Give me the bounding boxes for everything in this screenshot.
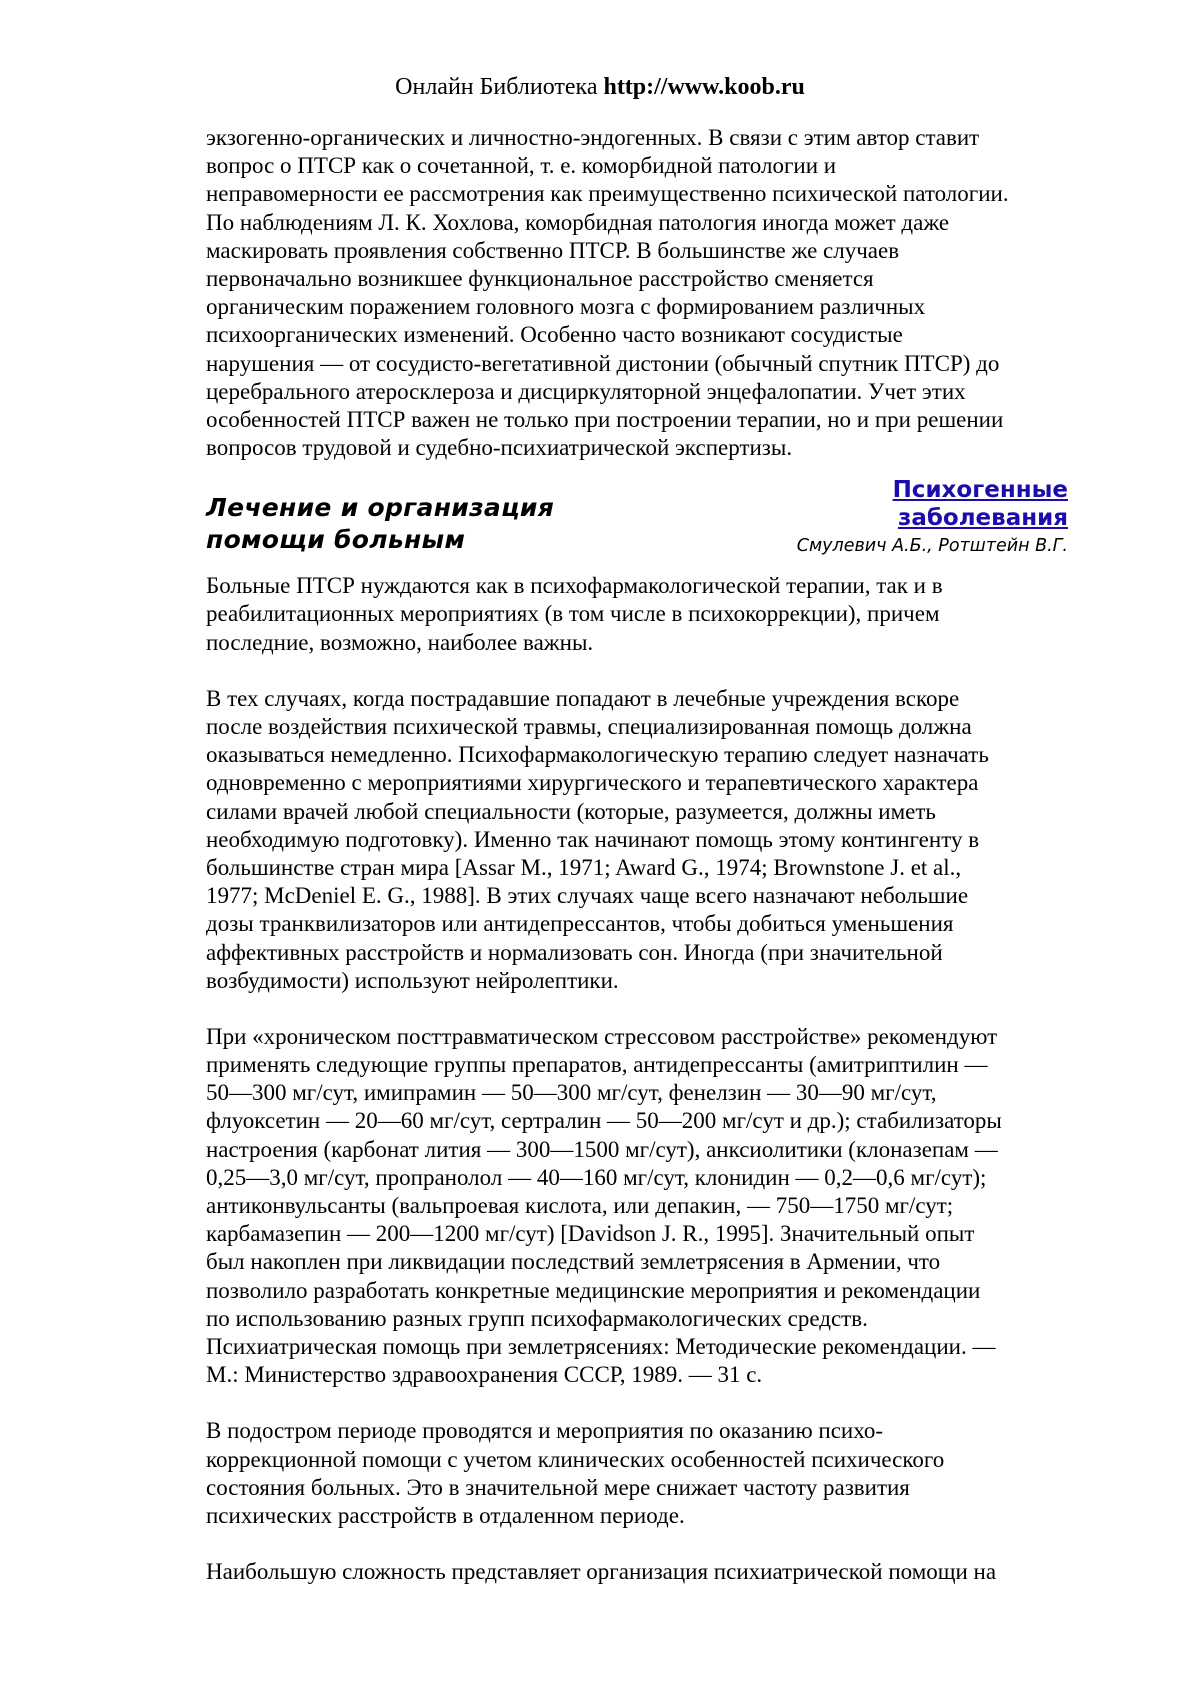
paragraph-organization-difficulty <box>206 1558 1068 1586</box>
book-reference <box>797 476 1068 558</box>
text-line: реабилитационных мероприятиях (в том числе в психокоррекции), причем <box>206 601 940 627</box>
text-line: В тех случаях, когда пострадавшие попадают в лечебные учреждения вскоре <box>206 685 960 711</box>
paragraph-gap <box>206 1389 1068 1417</box>
text-line: нарушения — от сосудисто-вегетативной дистонии (обычный спутник ПТСР) до <box>206 350 1000 376</box>
text-line: большинстве стран мира [Assar M., 1971; Award G., 1974; Brownstone J. et al., <box>206 854 962 880</box>
text-line: флуоксетин — 20—60 мг/сут, сертралин — 50—200 мг/сут и др.); стабилизаторы <box>206 1108 1002 1134</box>
section-title-line: Лечение и организация <box>206 493 555 523</box>
page-header <box>0 72 1200 102</box>
text-line: антиконвульсанты (вальпроевая кислота, или депакин, — 750—1750 мг/сут; <box>206 1193 954 1218</box>
paragraph-chronic-ptsd-drugs <box>206 1023 1068 1389</box>
text-line: состояния больных. Это в значительной мере снижает частоту развития <box>206 1474 910 1500</box>
text-line: психоорганических изменений. Особенно часто возникают сосудистые <box>206 322 903 348</box>
paragraph-acute-care <box>206 685 1068 995</box>
text-line: органическим поражением головного мозга с формированием различных <box>206 294 926 320</box>
text-line: вопрос о ПТСР как о сочетанной, т. е. коморбидной патологии и <box>206 153 837 179</box>
document-body <box>206 124 1068 1586</box>
section-title-line: помощи больным <box>206 525 466 555</box>
text-line: аффективных расстройств и нормализовать сон. Иногда (при значительной <box>206 939 943 965</box>
text-line: одновременно с мероприятиями хирургического и терапевтического характера <box>206 770 979 796</box>
text-line: по использованию разных групп психофармакологических средств. <box>206 1305 868 1331</box>
book-authors: Смулевич А.Б., Ротштейн В.Г. <box>796 536 1068 557</box>
text-line: был накоплен при ликвидации последствий землетрясения в Армении, что <box>206 1249 941 1275</box>
header-library-label: Онлайн Библиотека <box>395 74 598 100</box>
text-line: 1977; McDeniel E. G., 1988]. В этих случаях чаще всего назначают небольшие <box>206 883 969 909</box>
paragraph-treatment-intro <box>206 572 1068 657</box>
text-line: экзогенно-органических и личностно-эндогенных. В связи с этим автор ставит <box>206 125 980 150</box>
text-line: силами врачей любой специальности (которые, разумеется, должны иметь <box>206 798 936 824</box>
text-line: после воздействия психической травмы, специализированная помощь должна <box>206 714 972 739</box>
text-line: возбудимости) используют нейролептики. <box>206 967 619 993</box>
text-line: коррекционной помощи с учетом клинических особенностей психического <box>206 1446 945 1472</box>
text-line: особенностей ПТСР важен не только при построении терапии, но и при решении <box>206 406 1004 432</box>
paragraph-subacute-period <box>206 1417 1068 1530</box>
text-line: карбамазепин — 200—1200 мг/сут) [Davidson J. R., 1995]. Значительный опыт <box>206 1221 975 1247</box>
text-line: Больные ПТСР нуждаются как в психофармакологической терапии, так и в <box>206 573 943 599</box>
text-line: неправомерности ее рассмотрения как преимущественно психической патологии. <box>206 181 1009 207</box>
text-line: Наибольшую сложность представляет организация психиатрической помощи на <box>206 1559 997 1585</box>
text-line: первоначально возникшее функциональное расстройство сменяется <box>206 265 874 291</box>
text-line: маскировать проявления собственно ПТСР. В большинстве же случаев <box>206 237 900 263</box>
book-title-line: Психогенные <box>892 477 1068 504</box>
header-site-url[interactable]: http://www.koob.ru <box>603 74 805 100</box>
text-line: При «хроническом посттравматическом стрессовом расстройстве» рекомендуют <box>206 1023 998 1049</box>
section-title <box>206 492 554 556</box>
text-line: В подостром периоде проводятся и мероприятия по оказанию психо- <box>206 1418 883 1444</box>
text-line: вопросов трудовой и судебно-психиатрической экспертизы. <box>206 435 793 461</box>
book-title-link[interactable] <box>797 476 1068 532</box>
text-line: психических расстройств в отдаленном периоде. <box>206 1502 685 1528</box>
text-line: настроения (карбонат лития — 300—1500 мг/сут), анксиолитики (клоназепам — <box>206 1136 998 1162</box>
text-line: применять следующие группы препаратов, антидепрессанты (амитриптилин — <box>206 1052 988 1078</box>
paragraph-gap <box>206 1530 1068 1558</box>
text-line: Психиатрическая помощь при землетрясениях: Методические рекомендации. — <box>206 1333 996 1359</box>
text-line: дозы транквилизаторов или антидепрессантов, чтобы добиться уменьшения <box>206 911 954 937</box>
text-line: позволило разработать конкретные медицинские мероприятия и рекомендации <box>206 1277 981 1303</box>
text-line: 50—300 мг/сут, имипрамин — 50—300 мг/сут, фенелзин — 30—90 мг/сут, <box>206 1080 937 1106</box>
text-line: По наблюдениям Л. К. Хохлова, коморбидная патология иногда может даже <box>206 209 950 235</box>
section-heading-block <box>206 476 1068 570</box>
text-line: М.: Министерство здравоохранения СССР, 1989. — 31 с. <box>206 1362 763 1388</box>
text-line: 0,25—3,0 мг/сут, пропранолол — 40—160 мг/сут, клонидин — 0,2—0,6 мг/сут); <box>206 1164 987 1190</box>
book-title-line: заболевания <box>897 505 1068 532</box>
paragraph-ptsd-comorbidity <box>206 124 1068 462</box>
paragraph-gap <box>206 995 1068 1023</box>
paragraph-gap <box>206 657 1068 685</box>
text-line: последние, возможно, наиболее важны. <box>206 629 594 655</box>
text-line: церебрального атеросклероза и дисциркуляторной энцефалопатии. Учет этих <box>206 378 966 404</box>
text-line: оказываться немедленно. Психофармакологическую терапию следует назначать <box>206 742 989 768</box>
text-line: необходимую подготовку). Именно так начинают помощь этому контингенту в <box>206 826 980 852</box>
